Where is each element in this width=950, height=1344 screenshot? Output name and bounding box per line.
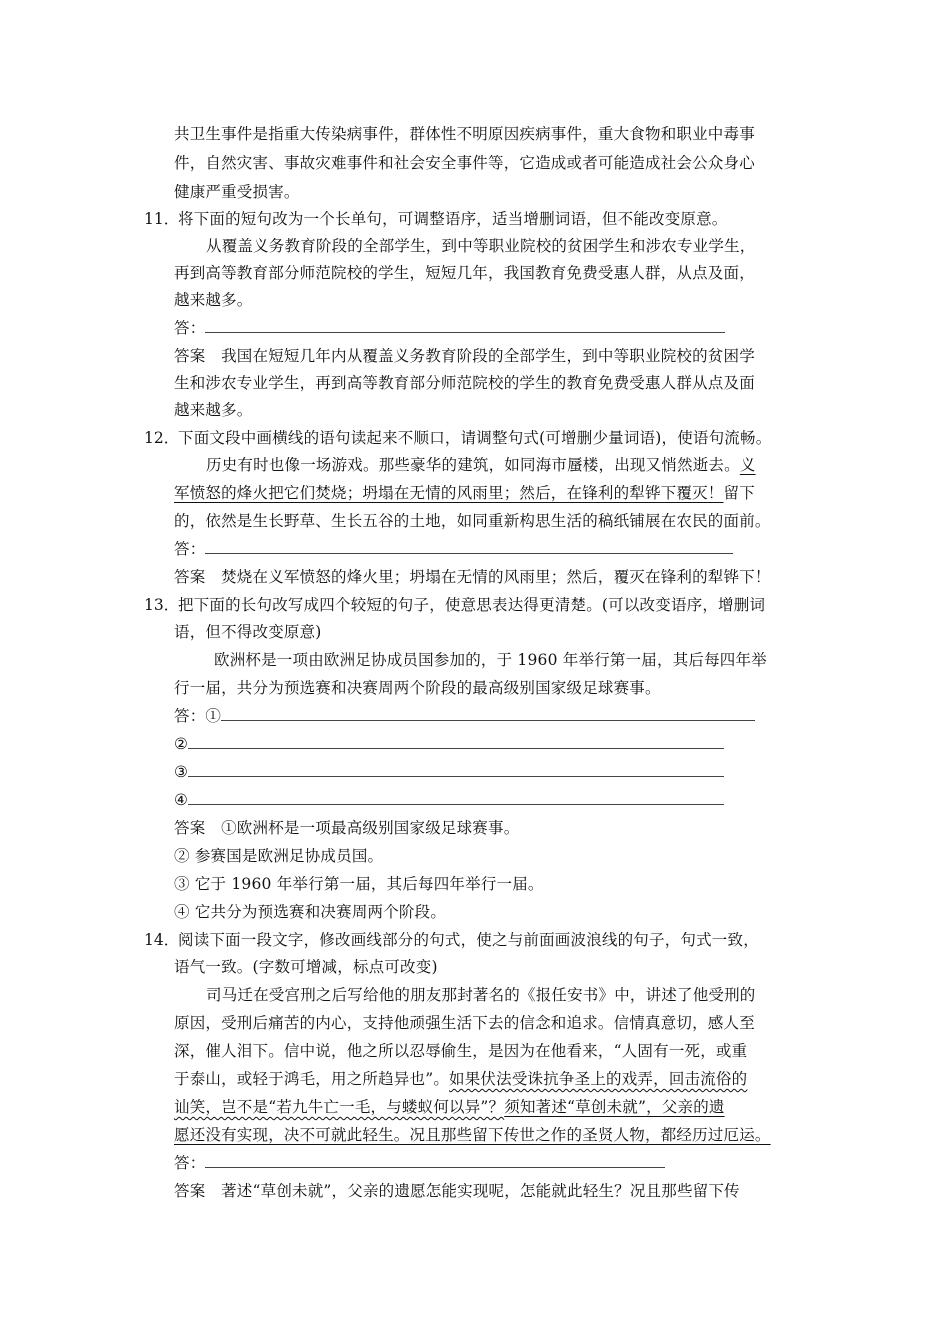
intro-line: 健康严重受损害。: [174, 183, 300, 201]
answer-key-line: 答案 ①欧洲杯是一项最高级别国家级足球赛事。: [174, 819, 520, 837]
intro-line: 件，自然灾害、事故灾难事件和社会安全事件等，它造成或者可能造成社会公众身心: [174, 154, 755, 172]
answer-key-line: 越来越多。: [174, 401, 253, 419]
answer-key-line: 生和涉农专业学生，再到高等教育部分师范院校的学生的教育免费受惠人群从点及面: [174, 374, 755, 392]
answer-row: [174, 1152, 665, 1174]
answer-row: [174, 705, 755, 727]
question-prompt: 语，但不得改变原意): [174, 623, 322, 641]
passage-line: [174, 1124, 771, 1146]
answer-label: 答：①: [174, 707, 222, 725]
question-number: 12．: [144, 429, 180, 447]
passage-line: 从覆盖义务教育阶段的全部学生，到中等职业院校的贫困学生和涉农专业学生，: [206, 237, 756, 255]
answer-label: ③: [174, 763, 189, 781]
answer-blank[interactable]: [205, 318, 725, 333]
answer-key-line: 答案 著述“草创未就”，父亲的遗愿怎能实现呢，怎能就此轻生？况且那些留下传: [174, 1182, 740, 1200]
answer-key-line: 答案 焚烧在义军愤怒的烽火里；坍塌在无情的风雨里；然后，覆灭在锋利的犁铧下！: [174, 568, 771, 586]
question-prompt: 语气一致。(字数可增减，标点可改变): [174, 958, 438, 976]
answer-blank[interactable]: [188, 790, 724, 805]
underlined-text: 须知著述“草创未就”，父亲的遗: [504, 1098, 725, 1116]
answer-label: ②: [174, 735, 189, 753]
answer-row: [174, 761, 724, 783]
answer-blank[interactable]: [188, 734, 724, 749]
passage-line: 再到高等教育部分师范院校的学生，短短几年，我国教育免费受惠人群，从点及面，: [174, 264, 755, 282]
passage-line: 欧洲杯是一项由欧洲足协成员国参加的，于 1960 年举行第一届，其后每四年举: [214, 651, 767, 669]
passage-line: 越来越多。: [174, 291, 253, 309]
passage-line: [174, 1096, 725, 1118]
answer-row: [174, 733, 724, 755]
answer-blank[interactable]: [205, 539, 733, 554]
answer-row: [174, 789, 724, 811]
underlined-text: 军愤怒的烽火把它们焚烧；坍塌在无情的风雨里；然后，在锋利的犁铧下覆灭！: [174, 484, 724, 502]
answer-label: 答：: [174, 1154, 206, 1172]
passage-line: 司马迁在受宫刑之后写给他的朋友那封著名的《报任安书》中，讲述了他受刑的: [206, 986, 756, 1004]
passage-line: 行一届，共分为预选赛和决赛周两个阶段的最高级别国家级足球赛事。: [174, 679, 661, 697]
answer-label: 答：: [174, 319, 206, 337]
answer-blank[interactable]: [221, 706, 755, 721]
answer-key-line: 答案 我国在短短几年内从覆盖义务教育阶段的全部学生，到中等职业院校的贫困学: [174, 347, 755, 365]
passage-line: [206, 454, 756, 476]
question-prompt: 把下面的长句改写成四个较短的句子，使意思表达得更清楚。(可以改变语序，增删词: [178, 596, 766, 614]
answer-blank[interactable]: [188, 762, 724, 777]
answer-row: [174, 538, 733, 560]
question-number: 14．: [144, 931, 180, 949]
passage-text: 历史有时也像一场游戏。那些豪华的建筑，如同海市蜃楼，出现又悄然逝去。: [206, 456, 740, 474]
intro-line: 共卫生事件是指重大传染病事件，群体性不明原因疾病事件，重大食物和职业中毒事: [174, 125, 755, 143]
question-prompt: 将下面的短句改为一个长单句，可调整语序，适当增删词语，但不能改变原意。: [178, 210, 728, 228]
passage-text: 于泰山，或轻于鸿毛，用之所趋异也”。: [174, 1070, 450, 1088]
answer-key-line: ② 参赛国是欧洲足协成员国。: [174, 847, 384, 865]
passage-text: 留下: [723, 484, 755, 502]
passage-line: [174, 482, 755, 504]
underlined-text: 愿还没有实现，决不可就此轻生。况且那些留下传世之作的圣贤人物，都经历过厄运。: [174, 1126, 771, 1144]
wavy-underlined-text: 讪笑，岂不是“若九牛亡一毛，与蝼蚁何以异”？: [174, 1098, 505, 1116]
answer-row: [174, 317, 725, 339]
answer-label: ④: [174, 791, 189, 809]
passage-line: 的，依然是生长野草、生长五谷的土地，如同重新构思生活的稿纸铺展在农民的面前。: [174, 512, 771, 530]
question-prompt: 下面文段中画横线的语句读起来不顺口，请调整句式(可增删少量词语)，使语句流畅。: [178, 429, 772, 447]
wavy-underlined-text: 如果伏法受诛抗争圣上的戏弄，回击流俗的: [449, 1070, 748, 1088]
underlined-text: 义: [739, 456, 756, 474]
passage-line: 原因，受刑后痛苦的内心，支持他顽强生活下去的信念和追求。信情真意切，感人至: [174, 1014, 755, 1032]
question-prompt: 阅读下面一段文字，修改画线部分的句式，使之与前面画波浪线的句子，句式一致，: [178, 931, 759, 949]
answer-blank[interactable]: [205, 1153, 665, 1168]
passage-line: 深，催人泪下。信中说，他之所以忍辱偷生，是因为在他看来，“人固有一死，或重: [174, 1042, 748, 1060]
answer-label: 答：: [174, 540, 206, 558]
answer-key-line: ③ 它于 1960 年举行第一届，其后每四年举行一届。: [174, 875, 544, 893]
question-number: 13．: [144, 596, 180, 614]
answer-key-line: ④ 它共分为预选赛和决赛周两个阶段。: [174, 903, 447, 921]
question-number: 11．: [144, 210, 180, 228]
passage-line: [174, 1068, 747, 1090]
